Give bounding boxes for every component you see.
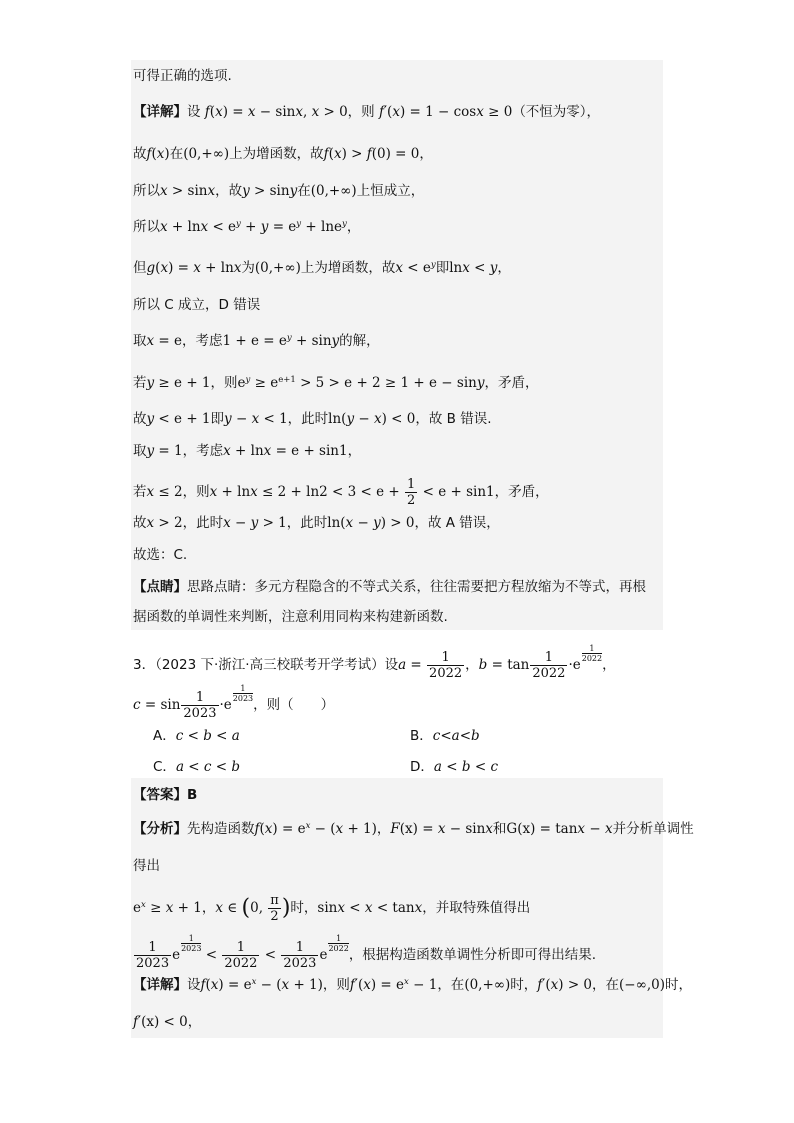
option-d[interactable]: D．a < b < c [410, 759, 498, 775]
text-line: $e^x \ge x + 1$，x ∈ (0, $\frac{\pi}{2}$ )时，sinx < x < tanx，并取特殊值得出 [133, 893, 531, 924]
text-line: f′(x) < 0， [133, 1014, 202, 1030]
text-line: 【详解】设$f(x) = e^x - (x + 1)$，则$f'(x) = e^x - 1$，在(0,+∞)时，f′(x) > 0，在(−∞,0)时， [133, 976, 692, 993]
question-3-stem-cont: c = sin $\frac{1}{2023}$ ·e $\frac{1}{2023}$ ，则（ ） [133, 684, 335, 721]
text-line: 据函数的单调性来判断，注意利用同构来构建新函数. [133, 609, 448, 625]
text-line: 可得正确的选项. [133, 68, 232, 84]
option-c[interactable]: C．a < c < b [153, 759, 241, 775]
answer-line: 【答案】B [133, 787, 198, 803]
text-line: 故f(x)在(0,+∞)上为增函数，故f(x) > f(0) = 0， [133, 146, 433, 162]
text-line: 取x = e，考虑$1 + e = e^y + \sin y$的解， [133, 332, 380, 349]
option-a[interactable]: A．c < b < a [153, 728, 240, 744]
text-line: 若y ≥ e + 1，则$e^y \ge e^{e+1} > 5 > e + 2 \ge 1 + e - \sin y$，矛盾， [133, 374, 539, 391]
text-line: 【分析】先构造函数$f(x) = e^x - (x + 1)$，F(x) = x − sinx和G(x) = tanx − x并分析单调性 [133, 820, 694, 837]
text-line: 【详解】设 f(x) = x − sinx, x > 0，则 f′(x) = 1 − cosx ≥ 0（不恒为零）， [133, 104, 601, 120]
text-line: 故x > 2，此时x − y > 1，此时ln(x − y) > 0，故 A 错误， [133, 515, 500, 531]
question-3-stem: 3．（2023 下·浙江·高三校联考开学考试）设a = $\frac{1}{2022}$ ，b = tan $\frac{1}{2022}$ ·e $\frac{1}{2022}$ ， [133, 644, 616, 681]
text-line: 取y = 1，考虑x + lnx = e + sin1， [133, 443, 362, 459]
text-line: 所以$x + \ln x < e^y + y = e^y + \ln e^y$， [133, 218, 361, 235]
text-line: $\frac{1}{2023}$ e $\frac{1}{2023}$ < $\frac{1}{2022}$ < $\frac{1}{2023}$ e $\frac{1}{2022}$ ，根据构造函数单调性分析即可得出结果. [136, 934, 597, 971]
text-line: 故y < e + 1即y − x < 1，此时ln(y − x) < 0，故 B 错误. [133, 411, 492, 427]
text-line: 故选：C. [133, 547, 188, 563]
text-line: 若x ≤ 2，则x + lnx ≤ 2 + ln2 < 3 < e + $\frac{1}{2}$ < e + sin1，矛盾， [133, 477, 549, 508]
text-line: 得出 [133, 858, 160, 874]
text-line: 但g(x) = x + lnx为(0,+∞)上为增函数，故$x < e^y$即lnx < y， [133, 259, 511, 276]
text-line: 【点睛】思路点睛：多元方程隐含的不等式关系，往往需要把方程放缩为不等式，再根 [133, 579, 646, 595]
text-line: 所以 C 成立，D 错误 [133, 297, 261, 313]
option-b[interactable]: B．c<a<b [410, 728, 480, 744]
text-line: 所以x > sinx，故y > siny在(0,+∞)上恒成立， [133, 183, 425, 199]
